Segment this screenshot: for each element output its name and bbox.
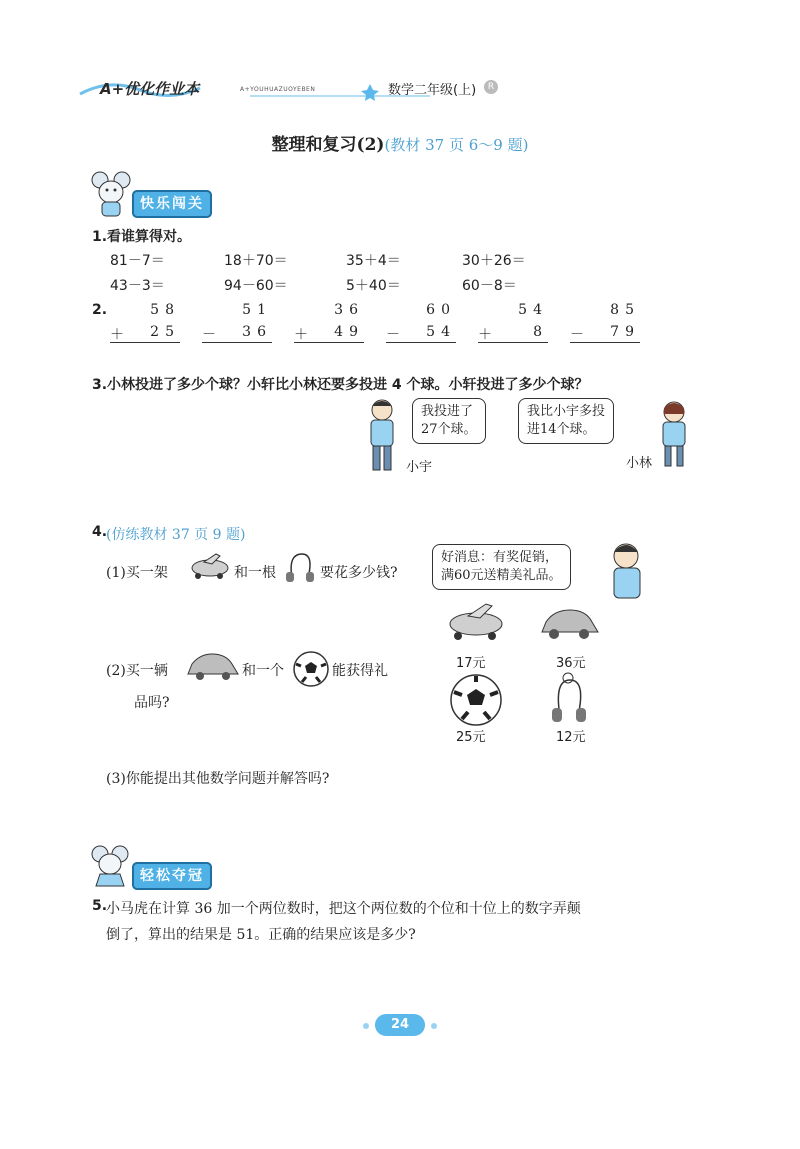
price-car: 36元 xyxy=(556,656,586,671)
page-title xyxy=(0,130,800,155)
q2-calc-6-bottom: 79 xyxy=(610,324,640,340)
q2-calc-6 xyxy=(570,302,640,344)
q5-line1: 小马虎在计算 36 加一个两位数时，把这个两位数的个位和十位上的数字弄颠 xyxy=(106,901,581,917)
toy-car-shop-icon xyxy=(536,604,602,644)
q4-sub1-b: 和一根 xyxy=(234,565,276,581)
q1-eq-r2c1: 43－3＝ xyxy=(110,278,165,294)
q4-sub1-a: (1)买一架 xyxy=(106,565,168,581)
bubble-xiaoyu-line1: 我投进了 xyxy=(421,404,474,419)
q1-eq-r1c4: 30＋26＝ xyxy=(462,253,526,269)
q2-calc-2-bottom: 36 xyxy=(242,324,272,340)
q2-calc-6-top: 85 xyxy=(610,302,640,318)
q2-calc-3-bottom-line xyxy=(294,324,364,343)
q2-calc-1 xyxy=(110,302,180,344)
q4-note: (仿练教材 37 页 9 题) xyxy=(106,527,246,543)
price-plane: 17元 xyxy=(456,656,486,671)
brand-subtitle: A+YOUHUAZUOYEBEN xyxy=(240,86,316,93)
q4-sub2-c: 能获得礼 xyxy=(332,663,388,679)
jump-rope-shop-icon xyxy=(544,670,594,726)
q2-calc-4-bottom: 54 xyxy=(426,324,456,340)
mascot-mouse-running-icon xyxy=(90,844,134,888)
q4-label: 4. xyxy=(92,524,108,540)
q1-eq-r1c3: 35＋4＝ xyxy=(346,253,401,269)
q1-eq-r1c2: 18＋70＝ xyxy=(224,253,288,269)
q4-sub3: (3)你能提出其他数学问题并解答吗? xyxy=(106,771,330,787)
q5-line2: 倒了，算出的结果是 51。正确的结果应该是多少? xyxy=(106,927,416,943)
title-main: 整理和复习(2) xyxy=(271,135,385,155)
q1-eq-r2c3: 5＋40＝ xyxy=(346,278,401,294)
q2-calc-5-bottom-line xyxy=(478,324,548,343)
grade-label: 数学二年级(上) xyxy=(388,83,477,98)
q2-calc-4-top: 60 xyxy=(426,302,456,318)
bubble-xiaoyu xyxy=(412,398,486,444)
q2-calc-4-op: － xyxy=(386,327,406,343)
q2-calc-5-op: ＋ xyxy=(478,327,498,343)
mascot-mouse-icon xyxy=(90,170,134,218)
q2-calc-1-bottom-line xyxy=(110,324,180,343)
toy-plane-icon xyxy=(186,552,232,582)
q2-calc-5-bottom: 8 xyxy=(533,324,548,340)
grade-badge: R xyxy=(484,80,498,94)
q2-calc-1-top: 58 xyxy=(150,302,180,318)
price-ball: 25元 xyxy=(456,730,486,745)
q2-calc-3-top: 36 xyxy=(334,302,364,318)
q1-eq-r2c4: 60－8＝ xyxy=(462,278,517,294)
q2-calc-2 xyxy=(202,302,272,344)
q2-calc-1-bottom: 25 xyxy=(150,324,180,340)
q4-sub1-c: 要花多少钱? xyxy=(320,565,398,581)
q2-calc-3-op: ＋ xyxy=(294,327,314,343)
q2-calc-6-bottom-line xyxy=(570,324,640,343)
bubble-xiaolin xyxy=(518,398,614,444)
section-badge-happy: 快乐闯关 xyxy=(132,190,212,218)
soccer-ball-shop-icon xyxy=(448,672,504,728)
q2-calc-2-top: 51 xyxy=(242,302,272,318)
bubble-xiaolin-line1: 我比小宇多投 xyxy=(527,404,606,419)
toy-plane-shop-icon xyxy=(444,600,508,644)
q2-calc-4-bottom-line xyxy=(386,324,456,343)
boy-xiaoyu-icon xyxy=(362,398,402,474)
q1-label: 1.看谁算得对。 xyxy=(92,229,192,245)
jump-rope-small-icon xyxy=(280,548,320,584)
q3-label: 3.小林投进了多少个球？小轩比小林还要多投进 4 个球。小轩投进了多少个球？ xyxy=(92,377,589,393)
q5-label: 5. xyxy=(92,898,108,914)
q4-sub2-b: 和一个 xyxy=(242,663,284,679)
q2-label: 2. xyxy=(92,302,108,318)
promo-line2: 满60元送精美礼品。 xyxy=(441,568,562,583)
q2-calc-5 xyxy=(478,302,548,344)
q2-calc-1-op: ＋ xyxy=(110,327,130,343)
section-badge-easy: 轻松夺冠 xyxy=(132,862,212,890)
q2-calc-6-op: － xyxy=(570,327,590,343)
price-rope: 12元 xyxy=(556,730,586,745)
q4-sub2-a: (2)买一辆 xyxy=(106,663,168,679)
boy-promo-icon xyxy=(598,540,652,604)
title-note: (教材 37 页 6～9 题) xyxy=(384,136,529,154)
soccer-ball-small-icon xyxy=(292,650,330,688)
q1-eq-r1c1: 81－7＝ xyxy=(110,253,165,269)
promo-bubble xyxy=(432,544,571,590)
name-xiaoyu: 小宇 xyxy=(406,460,433,475)
q4-sub2-d: 品吗? xyxy=(134,695,170,711)
q2-calc-3-bottom: 49 xyxy=(334,324,364,340)
bubble-xiaolin-line2: 进14个球。 xyxy=(527,422,596,437)
q2-calc-2-op: － xyxy=(202,327,222,343)
page-number: 24 xyxy=(375,1014,425,1036)
q2-calc-2-bottom-line xyxy=(202,324,272,343)
q2-calc-4 xyxy=(386,302,456,344)
q1-eq-r2c2: 94－60＝ xyxy=(224,278,288,294)
brand-logo: A+优化作业本 xyxy=(100,80,200,98)
bubble-xiaoyu-line2: 27个球。 xyxy=(421,422,477,437)
q2-calc-5-top: 54 xyxy=(518,302,548,318)
girl-xiaolin-icon xyxy=(652,400,696,470)
toy-car-small-icon xyxy=(184,648,240,684)
promo-line1: 好消息：有奖促销， xyxy=(441,550,559,565)
name-xiaolin: 小林 xyxy=(626,456,653,471)
q2-calc-3 xyxy=(294,302,364,344)
